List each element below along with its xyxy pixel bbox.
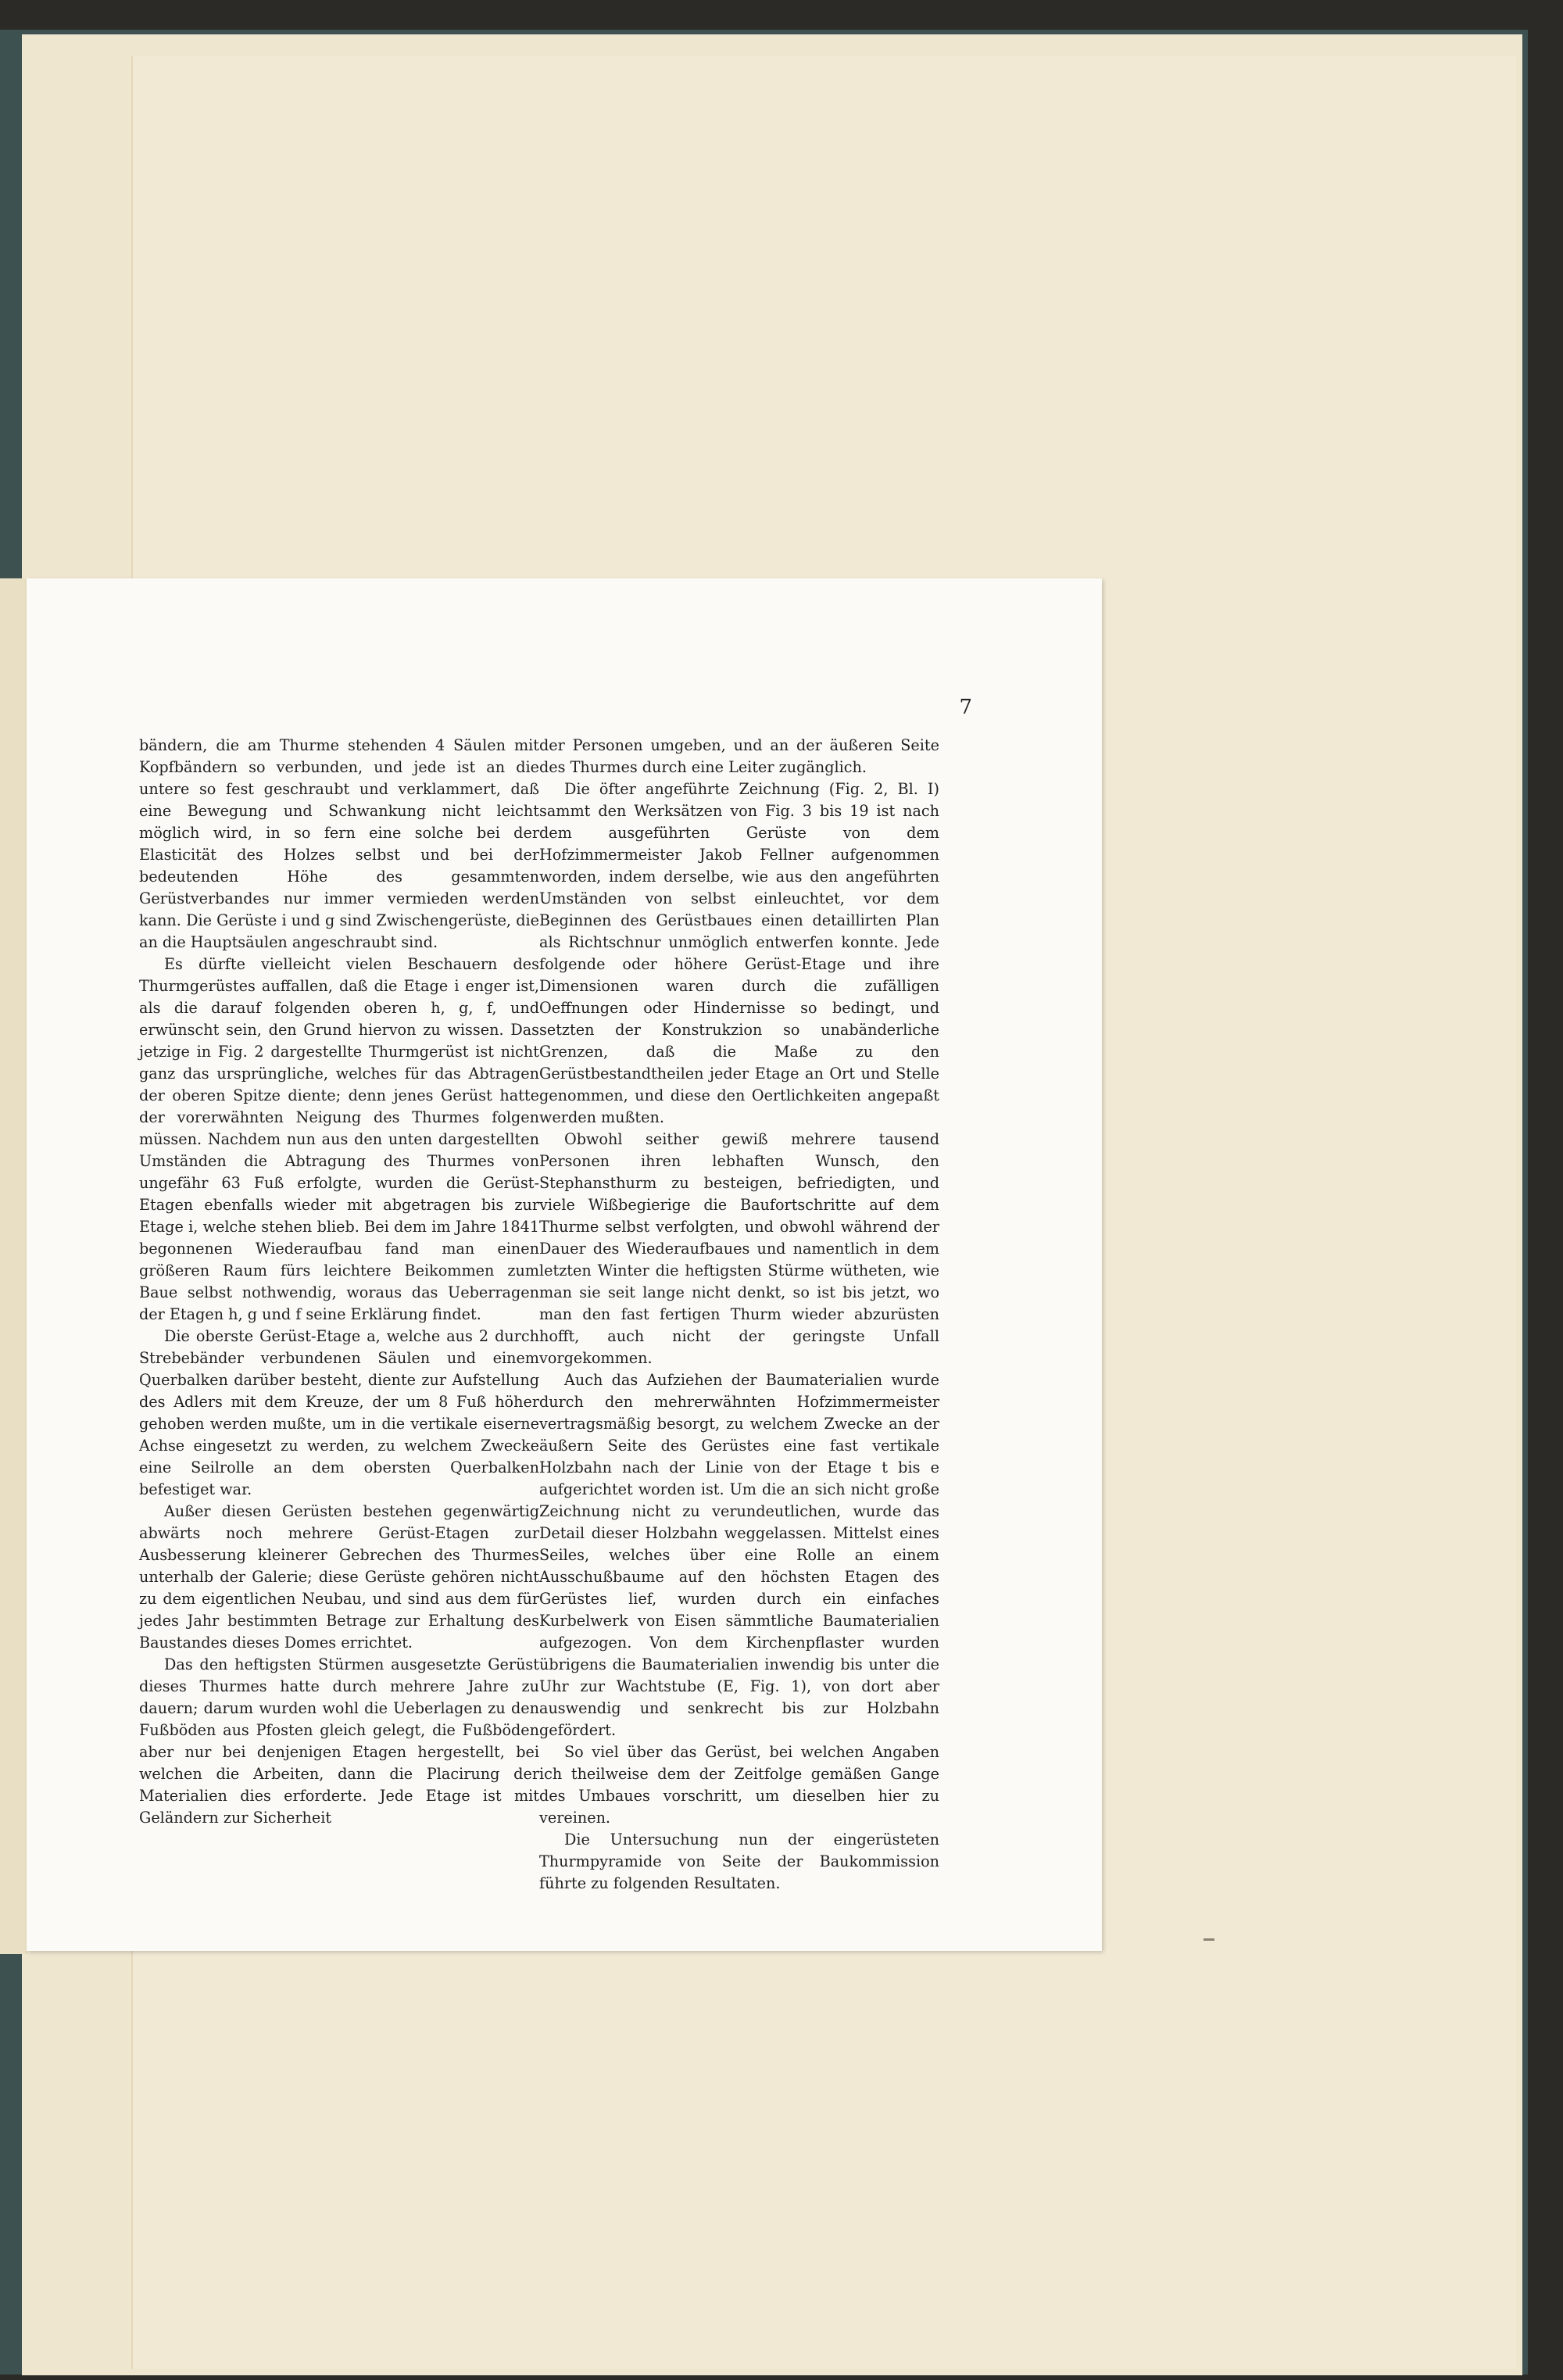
board-mark — [1204, 1938, 1214, 1941]
paragraph: der Personen umgeben, und an der äußeren Seite des Thurmes durch eine Leiter zugänglich. — [539, 736, 939, 776]
gutter-shadow — [0, 578, 27, 1954]
paragraph: Auch das Aufziehen der Baumaterialien wurde durch den mehrerwähnten Hofzimmermeister vertragsmäßig besorgt, zu welchem Zwecke an der äußern Seite des Gerüstes eine fast vertikale Holzbahn nach der Linie von der Etage t bis e aufgerichtet worden ist. Um die an sich nicht große Zeichnung nicht zu verundeutlichen, wurde das Detail dieser Holzbahn weggelassen. Mittelst eines Seiles, welches über eine Rolle an einem Ausschußbaume auf den höchsten Etagen des Gerüstes lief, wurden durch ein einfaches Kurbelwerk von Eisen sämmtliche Baumaterialien aufgezogen. Von dem Kirchenpflaster wurden übrigens die Baumaterialien inwendig bis unter die Uhr zur Wachtstube (E, Fig. 1), von dort aber auswendig und senkrecht bis zur Holzbahn gefördert. — [539, 1371, 939, 1739]
paragraph: bändern, die am Thurme stehenden 4 Säulen mit Kopfbändern so verbunden, und jede ist an die untere so fest geschraubt und verklammert, daß eine Bewegung und Schwankung nicht leicht möglich wird, in so fern eine solche bei der Elasticität des Holzes selbst und bei der bedeutenden Höhe des gesammten Gerüstverbandes nur immer vermieden werden kann. Die Gerüste i und g sind Zwischengerüste, die an die Hauptsäulen angeschraubt sind. — [139, 736, 539, 951]
right-text-column — [539, 735, 939, 1895]
paragraph: Die Untersuchung nun der eingerüsteten Thurmpyramide von Seite der Baukommission führte zu folgenden Resultaten. — [539, 1831, 939, 1892]
paragraph: Außer diesen Gerüsten bestehen gegenwärtig abwärts noch mehrere Gerüst-Etagen zur Ausbesserung kleinerer Gebrechen des Thurmes unterhalb der Galerie; diese Gerüste gehören nicht zu dem eigentlichen Neubau, und sind aus dem für jedes Jahr bestimmten Betrage zur Erhaltung des Baustandes dieses Domes errichtet. — [139, 1502, 539, 1652]
paragraph: So viel über das Gerüst, bei welchen Angaben ich theilweise dem der Zeitfolge gemäßen Gange des Umbaues vorschritt, um dieselben hier zu vereinen. — [539, 1743, 939, 1827]
paragraph: Die öfter angeführte Zeichnung (Fig. 2, Bl. I) sammt den Werksätzen von Fig. 3 bis 19 ist nach dem ausgeführten Gerüste von dem Hofzimmermeister Jakob Fellner aufgenommen worden, indem derselbe, wie aus den angeführten Umständen von selbst einleuchtet, vor dem Beginnen des Gerüstbaues einen detaillirten Plan als Richtschnur unmöglich entwerfen konnte. Jede folgende oder höhere Gerüst-Etage und ihre Dimensionen waren durch die zufälligen Oeffnungen oder Hindernisse so bedingt, und setzten der Konstrukzion so unabänderliche Grenzen, daß die Maße zu den Gerüstbestandtheilen jeder Etage an Ort und Stelle genommen, und diese den Oertlichkeiten angepaßt werden mußten. — [539, 780, 939, 1126]
paragraph: Es dürfte vielleicht vielen Beschauern des Thurmgerüstes auffallen, daß die Etage i enger ist, als die darauf folgenden oberen h, g, f, und erwünscht sein, den Grund hiervon zu wissen. Das jetzige in Fig. 2 dargestellte Thurmgerüst ist nicht ganz das ursprüngliche, welches für das Abtragen der oberen Spitze diente; denn jenes Gerüst hatte der vorerwähnten Neigung des Thurmes folgen müssen. Nachdem nun aus den unten dargestellten Umständen die Abtragung des Thurmes von ungefähr 63 Fuß erfolgte, wurden die Gerüst-Etagen ebenfalls wieder mit abgetragen bis zur Etage i, welche stehen blieb. Bei dem im Jahre 1841 begonnenen Wiederaufbau fand man einen größeren Raum fürs leichtere Beikommen zum Baue selbst nothwendig, woraus das Ueberragen der Etagen h, g und f seine Erklärung findet. — [139, 955, 539, 1323]
printed-page — [27, 578, 1102, 1951]
paragraph: Das den heftigsten Stürmen ausgesetzte Gerüst dieses Thurmes hatte durch mehrere Jahre zu dauern; darum wurden wohl die Ueberlagen zu den Fußböden aus Pfosten gleich gelegt, die Fußböden aber nur bei denjenigen Etagen hergestellt, bei welchen die Arbeiten, dann die Placirung der Materialien dies erforderte. Jede Etage ist mit Geländern zur Sicherheit — [139, 1655, 539, 1827]
paragraph: Obwohl seither gewiß mehrere tausend Personen ihren lebhaften Wunsch, den Stephansthurm zu besteigen, befriedigten, und viele Wißbegierige die Baufortschritte auf dem Thurme selbst verfolgten, und obwohl während der Dauer des Wiederaufbaues und namentlich in dem letzten Winter die heftigsten Stürme wütheten, wie man sie seit lange nicht denkt, so ist bis jetzt, wo man den fast fertigen Thurm wieder abzurüsten hofft, auch nicht der geringste Unfall vorgekommen. — [539, 1130, 939, 1367]
left-text-column — [139, 735, 539, 1829]
page-number: 7 — [959, 696, 972, 719]
paragraph: Die oberste Gerüst-Etage a, welche aus 2 durch Strebebänder verbundenen Säulen und einem Querbalken darüber besteht, diente zur Aufstellung des Adlers mit dem Kreuze, der um 8 Fuß höher gehoben werden mußte, um in die vertikale eiserne Achse eingesetzt zu werden, zu welchem Zwecke eine Seilrolle an dem obersten Querbalken befestiget war. — [139, 1327, 539, 1498]
